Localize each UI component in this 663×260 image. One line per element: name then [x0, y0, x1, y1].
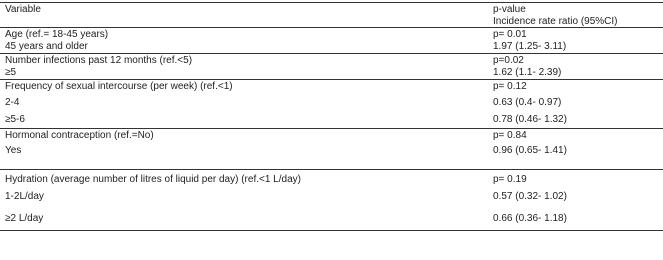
row-value: 0.57 (0.32- 1.02) [493, 191, 567, 202]
row-label: Yes [5, 145, 22, 156]
row-label: 45 years and older [5, 40, 88, 52]
table-row [0, 67, 663, 80]
group-row-age [0, 28, 663, 41]
row-value: 0.96 (0.65- 1.41) [493, 145, 567, 156]
incidence-rate-table [0, 2, 663, 231]
table-row [0, 185, 663, 207]
header-pvalue: p-value [493, 4, 526, 15]
group-pvalue: p= 0.01 [488, 28, 663, 41]
group-pvalue: p= 0.84 [488, 128, 663, 141]
row-label: ≥5 [5, 66, 17, 78]
group-pvalue: p= 0.19 [488, 169, 663, 185]
row-value: 0.78 (0.46- 1.32) [493, 114, 567, 125]
row-label: 2-4 [5, 96, 20, 108]
group-pvalue: p=0.02 [488, 54, 663, 67]
table-row [0, 141, 663, 169]
row-value: 0.66 (0.36- 1.18) [488, 207, 663, 231]
table-row [0, 110, 663, 128]
group-label: Hydration (average number of litres of liquid per day) (ref.<1 L/day) [0, 169, 488, 185]
row-value: 1.62 (1.1- 2.39) [493, 66, 562, 78]
header-pvalue-irr [488, 3, 663, 28]
group-row-hydration [0, 169, 663, 185]
header-irr: Incidence rate ratio (95%CI) [493, 15, 618, 27]
row-label: ≥2 L/day [0, 207, 488, 231]
row-value: 0.63 (0.4- 0.97) [493, 96, 562, 108]
group-label: Hormonal contraception (ref.=No) [0, 128, 488, 141]
header-variable: Variable [0, 3, 488, 28]
table-row [0, 93, 663, 111]
group-label: Age (ref.= 18-45 years) [0, 28, 488, 41]
group-row-infections [0, 54, 663, 67]
table-row [0, 41, 663, 54]
group-label: Frequency of sexual intercourse (per week) (ref.<1) [0, 80, 488, 93]
group-label: Number infections past 12 months (ref.<5) [0, 54, 488, 67]
row-label: 1-2L/day [5, 191, 44, 202]
row-label: ≥5-6 [5, 114, 25, 125]
row-value: 1.97 (1.25- 3.11) [493, 40, 567, 52]
group-row-hormonal [0, 128, 663, 141]
table-row [0, 207, 663, 231]
group-pvalue: p= 0.12 [488, 80, 663, 93]
table-header-row [0, 3, 663, 28]
group-row-frequency [0, 80, 663, 93]
